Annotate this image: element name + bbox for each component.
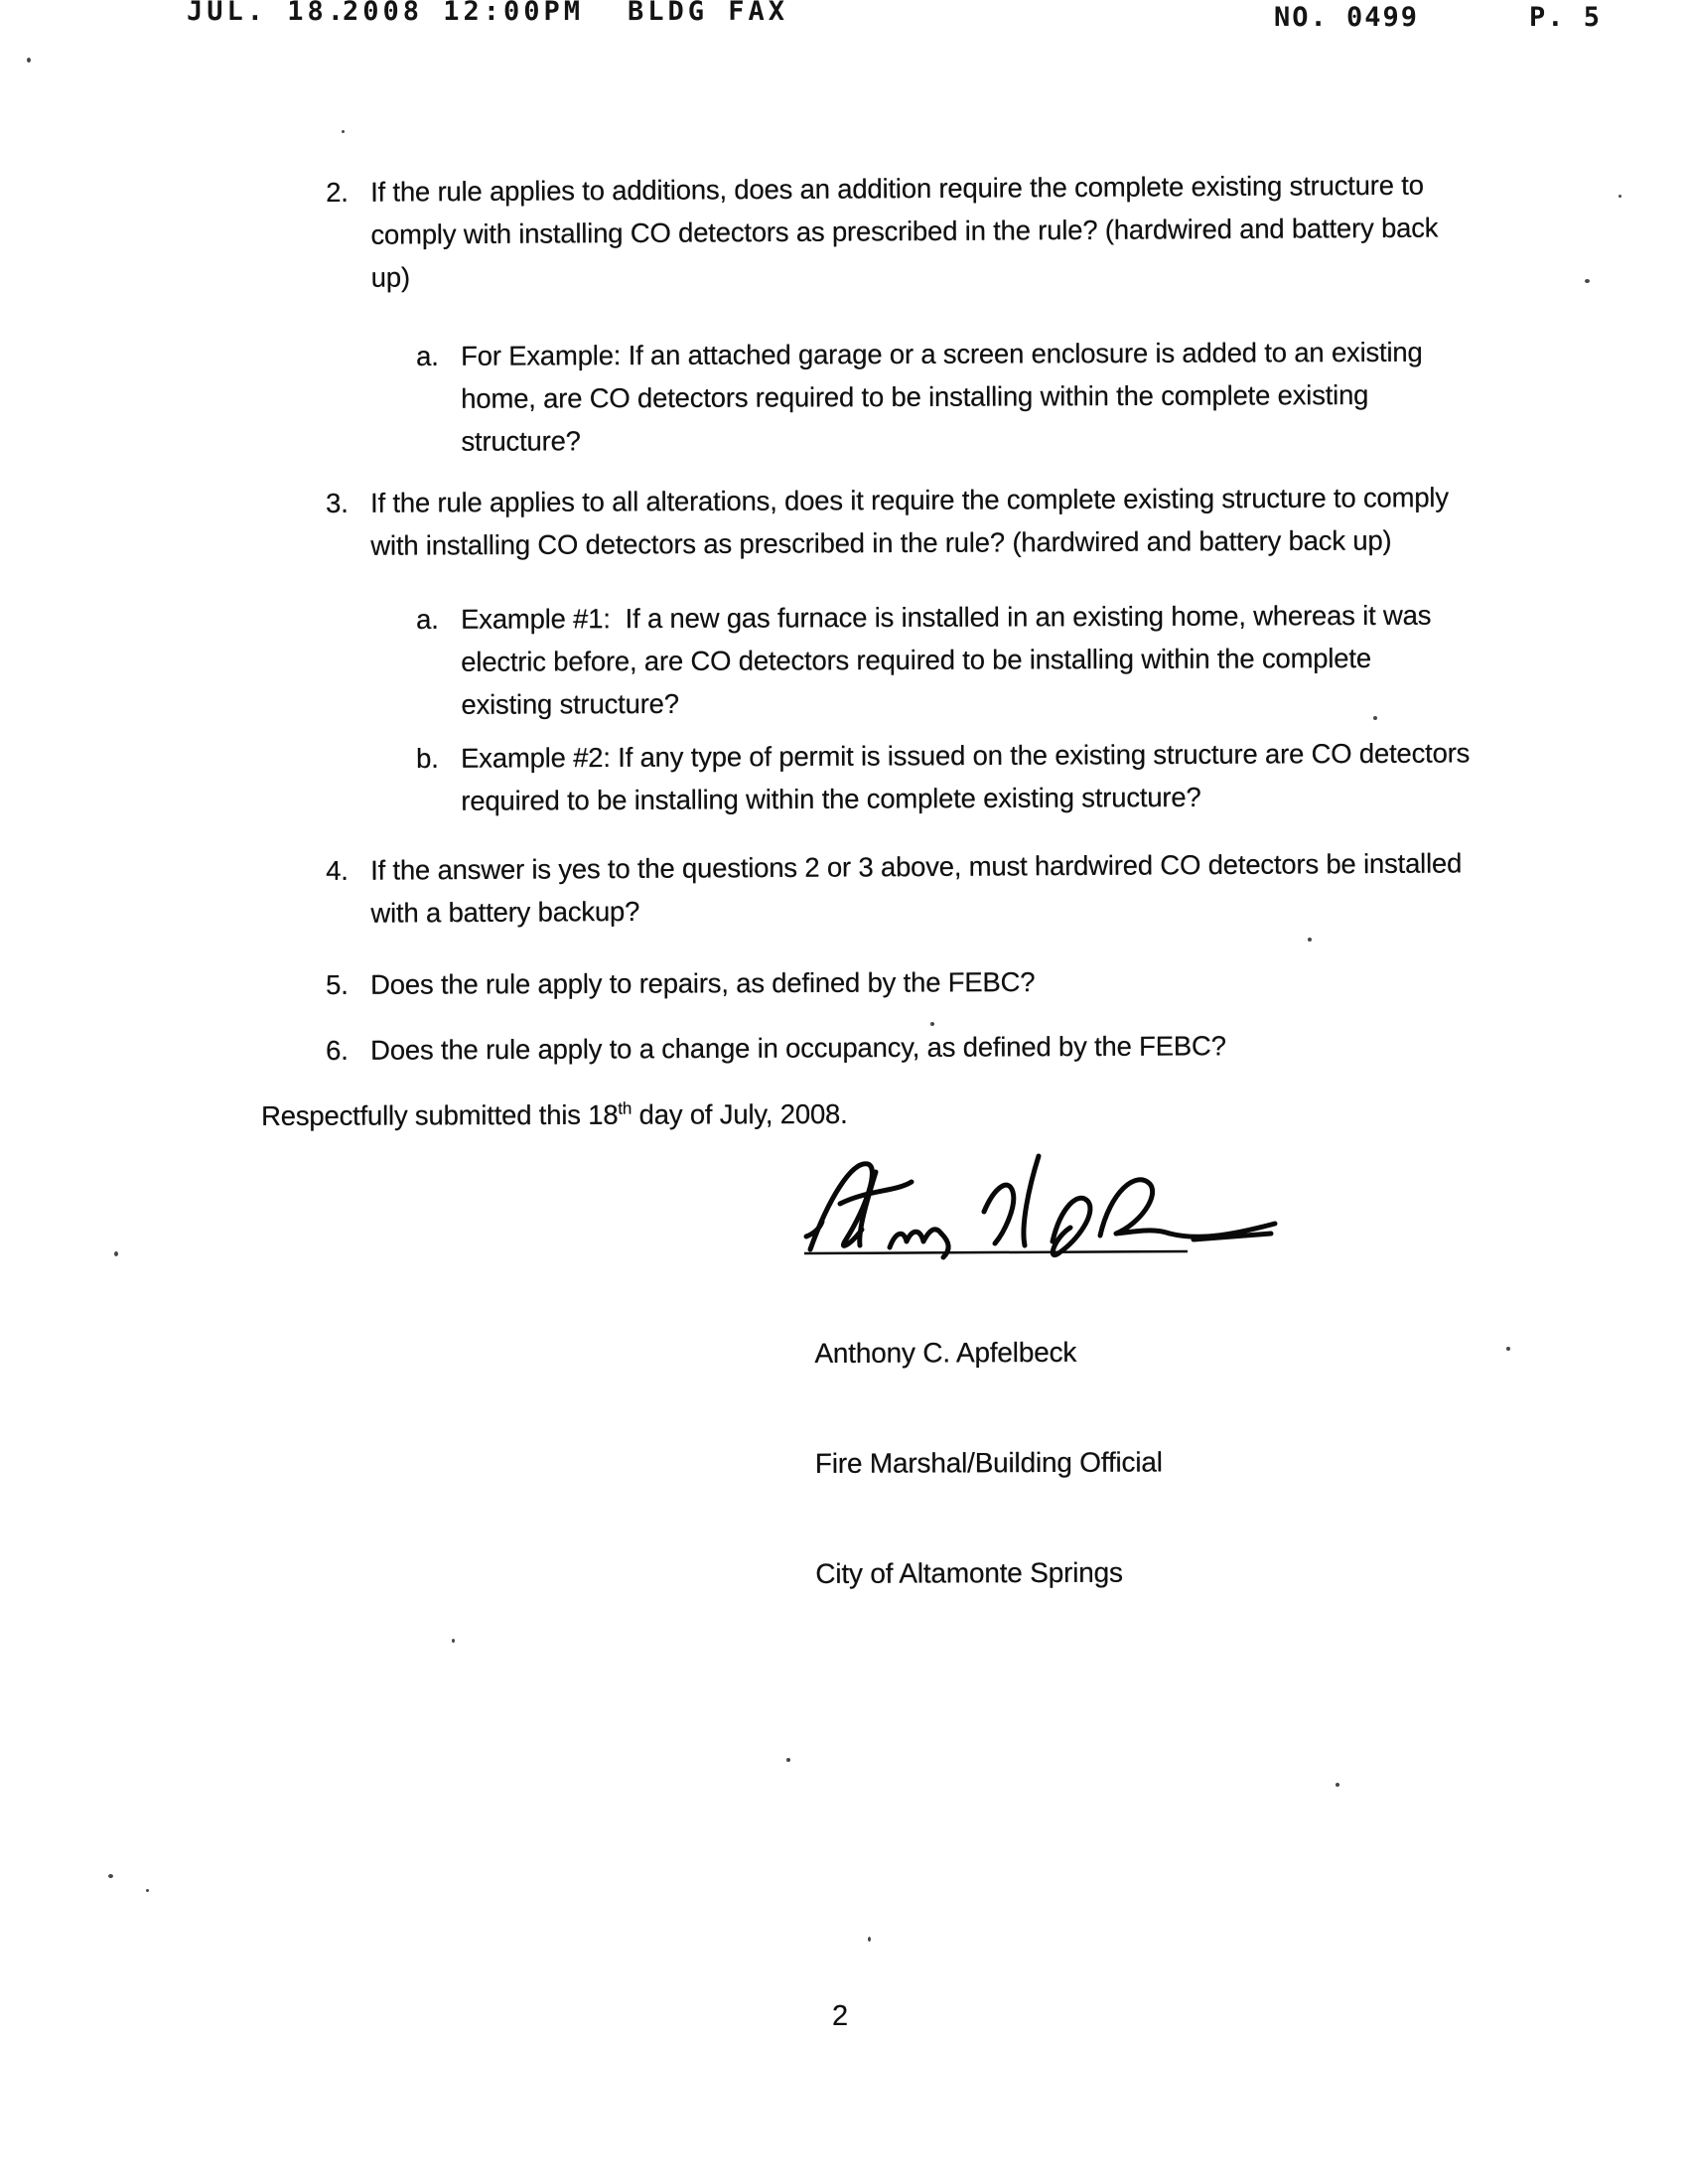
fax-header-text: NO. 0499: [1274, 2, 1420, 33]
closing-text: Respectfully submitted this 18: [261, 1098, 619, 1131]
question-item-5: [326, 960, 1035, 1006]
question-text: Does the rule apply to a change in occupancy, as defined by the FEBC?: [370, 1030, 1226, 1066]
signer-name: Anthony C. Apfelbeck: [814, 1336, 1077, 1369]
fax-header-text: 2008 12:00PM: [343, 0, 585, 27]
question-text: Example #2: If any type of permit is issued on the existing structure are CO detectors required to be installing within the complete existing structure?: [461, 737, 1471, 816]
fax-header-timestamp-fragment: [343, 0, 585, 35]
fax-header-text: JUL. 18.: [187, 0, 349, 27]
scan-speck: [1373, 716, 1377, 720]
question-number: a.: [416, 603, 439, 635]
question-text: Does the rule apply to repairs, as defined by the FEBC?: [370, 966, 1036, 1000]
scan-speck: [1308, 938, 1312, 942]
question-number: b.: [416, 742, 439, 774]
fax-header-number: [1274, 2, 1453, 39]
fax-header-station-fragment: [628, 0, 796, 35]
scan-speck: [452, 1639, 455, 1643]
question-number: 3.: [326, 487, 349, 518]
ordinal-superscript: th: [618, 1098, 633, 1118]
question-text: Example #1: If a new gas furnace is installed in an existing home, whereas it was electric before, are CO detectors required to be installing within the complete existing structure?: [461, 599, 1432, 720]
scan-speck: [1336, 1783, 1339, 1787]
question-text: If the rule applies to all alterations, does it require the complete existing structure to comply with installing CO detectors as prescribed in the rule? (hardwired and battery back up): [370, 482, 1449, 561]
signature-block: [814, 1259, 1164, 1666]
question-item-2: [326, 164, 1439, 299]
fax-header-page-indicator: [1529, 2, 1618, 39]
signer-organization: City of Altamonte Springs: [815, 1556, 1123, 1589]
scan-speck: [114, 1251, 118, 1256]
question-text: If the answer is yes to the questions 2 or 3 above, must hardwired CO detectors be installed with a battery backup?: [370, 847, 1463, 929]
question-text: If the rule applies to additions, does an addition require the complete existing structure to comply with installing CO detectors as prescribed in the rule? (hardwired and battery back up): [370, 169, 1439, 293]
page-number: 2: [832, 2000, 849, 2032]
question-item-3b: [416, 731, 1471, 822]
question-item-3: [326, 476, 1449, 567]
question-text: For Example: If an attached garage or a screen enclosure is added to an existing home, are CO detectors required to be installing within the complete existing structure?: [461, 336, 1423, 457]
question-number: 4.: [326, 854, 349, 886]
closing-statement: [261, 1092, 848, 1137]
fax-header-text: P. 5: [1529, 2, 1603, 33]
question-number: a.: [416, 340, 439, 371]
closing-text: day of July, 2008.: [632, 1097, 848, 1130]
question-item-4: [326, 841, 1463, 935]
scan-speck: [342, 130, 345, 133]
scan-speck: [108, 1874, 113, 1878]
handwritten-signature: [800, 1142, 1289, 1267]
scan-speck: [1618, 195, 1621, 198]
fax-header-timestamp-fragment: [187, 0, 349, 35]
scan-speck: [146, 1889, 149, 1892]
signature-line: [804, 1251, 1188, 1253]
scan-speck: [1506, 1347, 1510, 1351]
scan-speck: [868, 1937, 871, 1942]
scan-speck: [930, 1022, 934, 1026]
scan-speck: [786, 1758, 790, 1762]
question-number: 2.: [326, 176, 349, 208]
question-item-6: [326, 1024, 1226, 1072]
question-item-3a: [416, 594, 1432, 726]
scan-speck: [27, 58, 31, 63]
fax-header-text: BLDG FAX: [628, 0, 789, 27]
question-number: 5.: [326, 968, 349, 1000]
question-number: 6.: [326, 1034, 349, 1066]
scan-speck: [1585, 279, 1590, 283]
signer-title: Fire Marshal/Building Official: [814, 1446, 1163, 1479]
question-item-2a: [416, 331, 1423, 463]
